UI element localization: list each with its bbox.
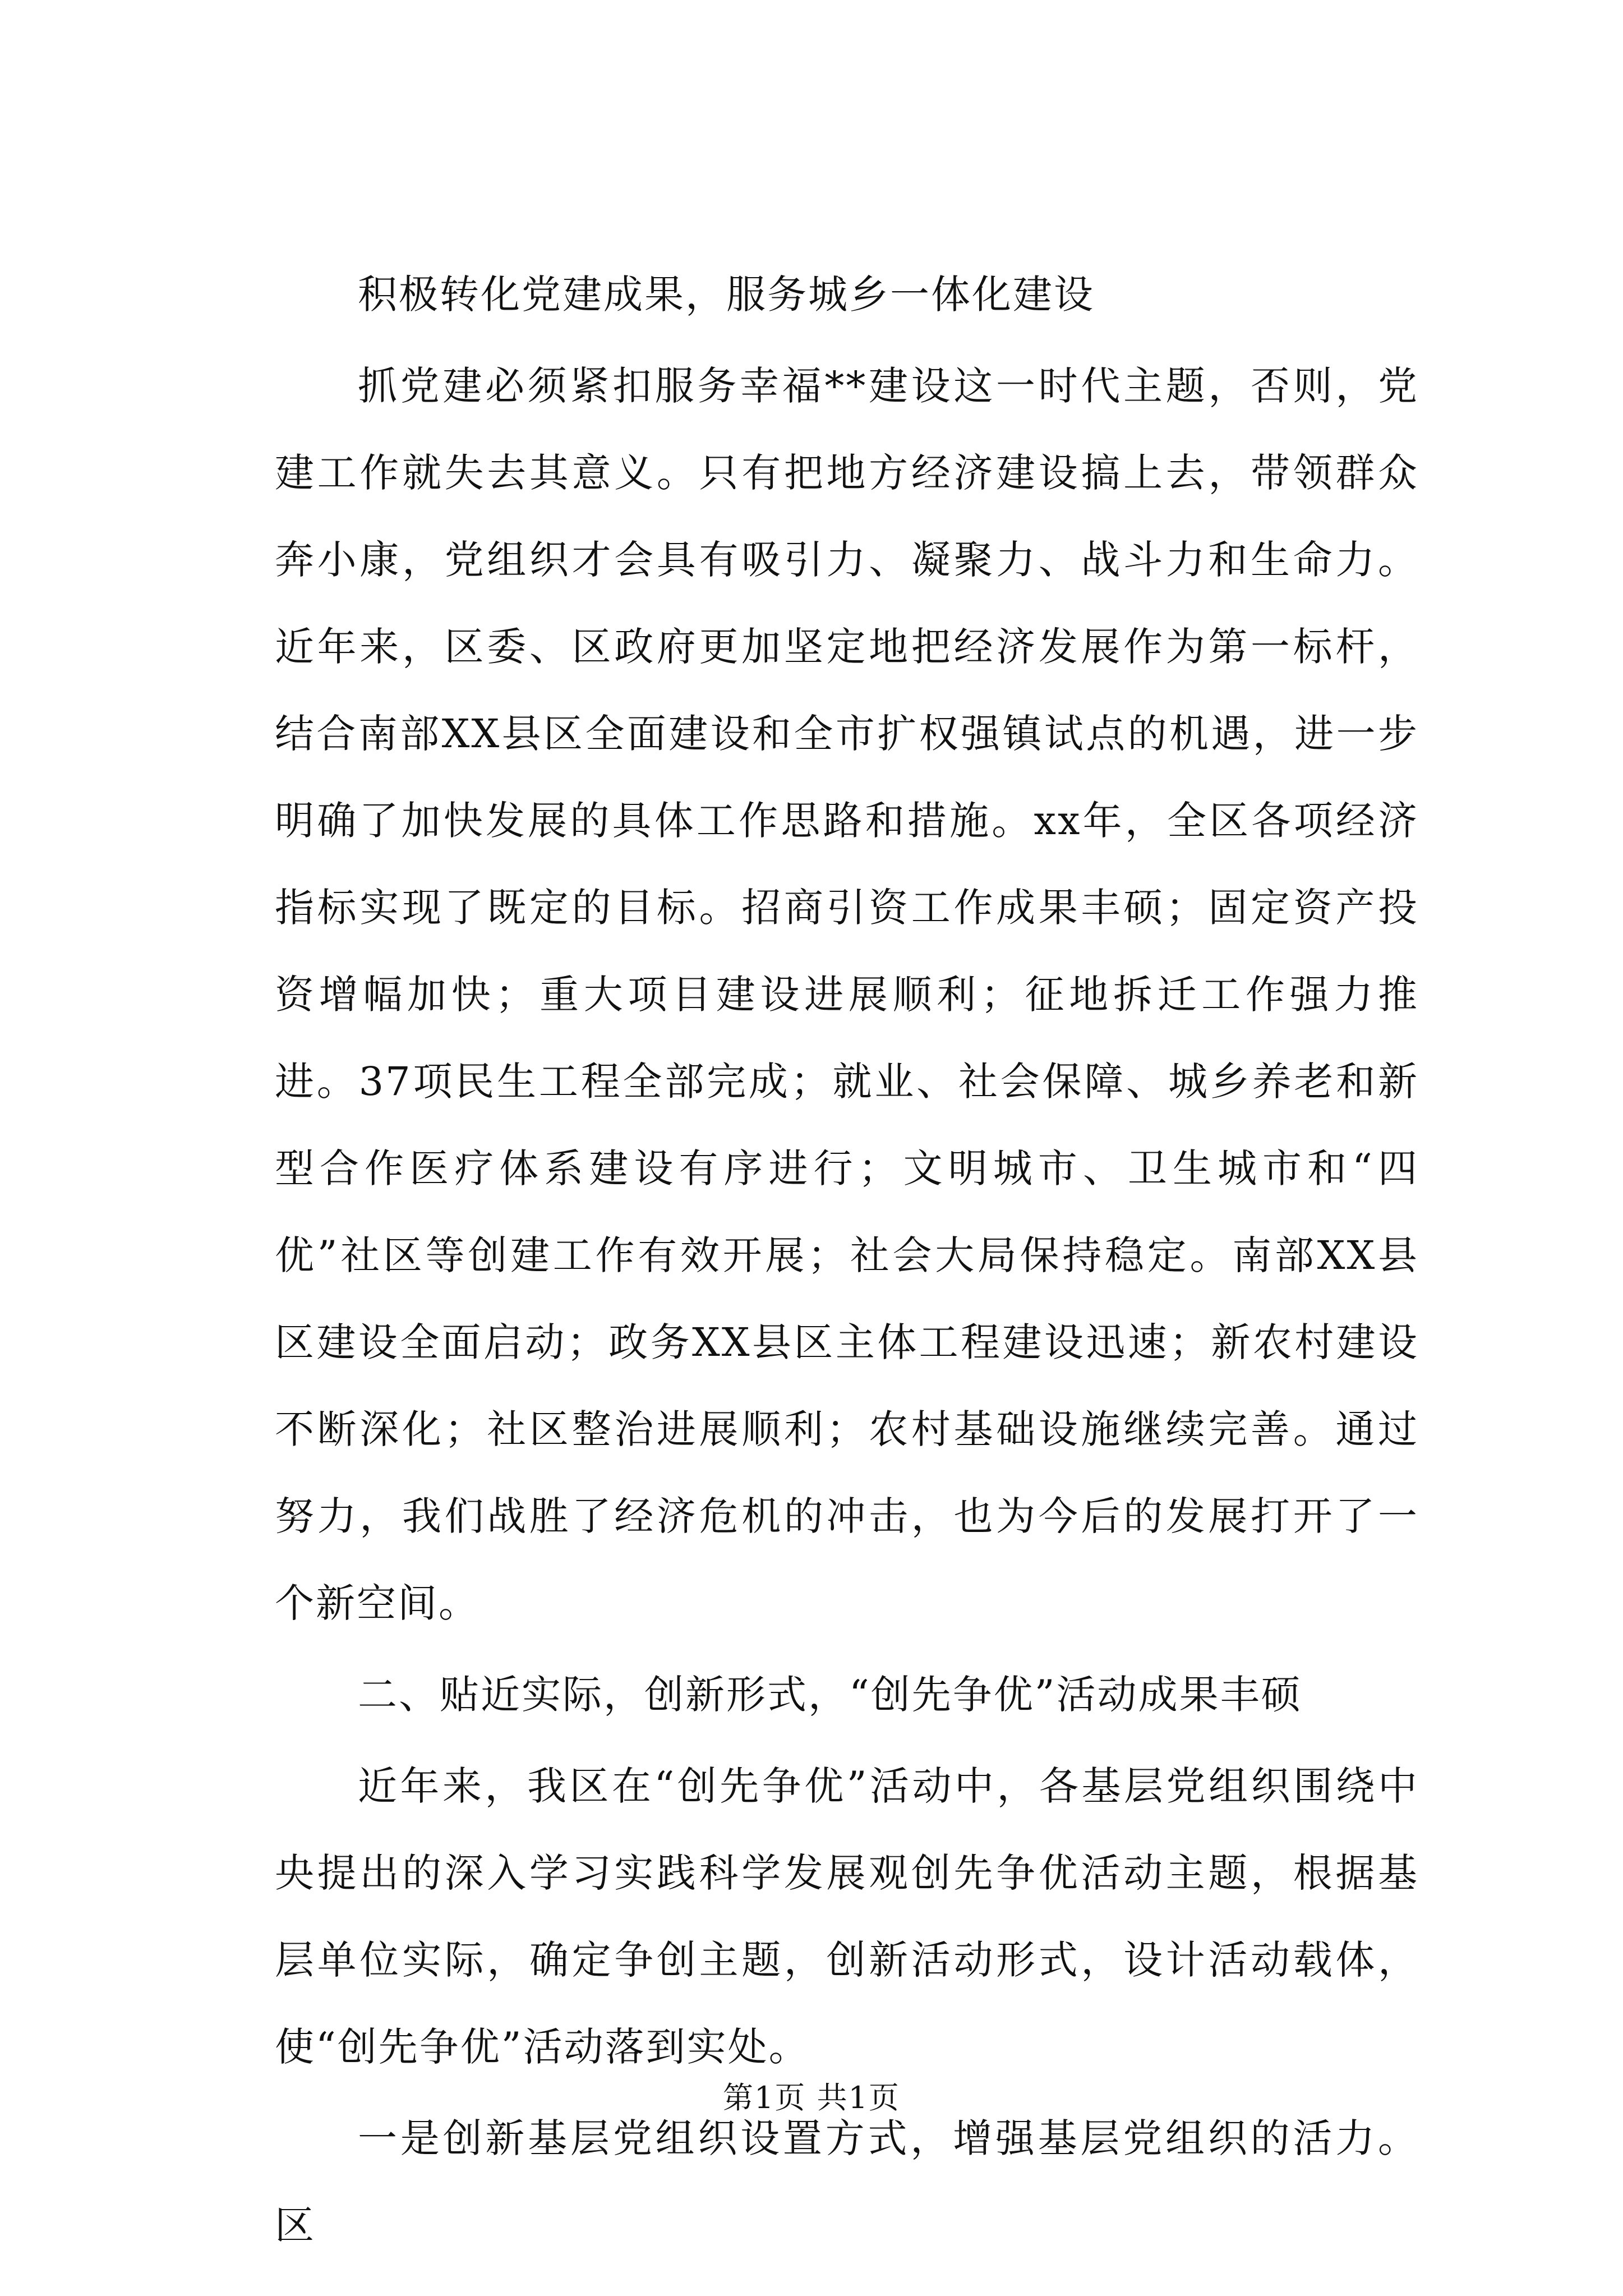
body-paragraph-2: 近年来，我区在“创先争优”活动中，各基层党组织围绕中央提出的深入学习实践科学发展观创先争优活动主题，根据基层单位实际，确定争创主题，创新活动形式，设计活动载体，使“创先争优”活动落到实处。	[275, 1763, 1419, 2070]
section-heading-1: 积极转化党建成果，服务城乡一体化建设	[358, 272, 1095, 318]
section-heading-2: 二、贴近实际，创新形式，“创先争优”活动成果丰硕	[358, 1672, 1302, 1718]
document-body	[275, 251, 1419, 2274]
body-paragraph-3: 一是创新基层党组织设置方式，增强基层党组织的活力。区	[275, 2115, 1419, 2248]
page-footer: 第1页 共1页	[723, 2080, 900, 2115]
body-paragraph-1: 抓党建必须紧扣服务幸福**建设这一时代主题，否则，党建工作就失去其意义。只有把地方经济建设搞上去，带领群众奔小康，党组织才会具有吸引力、凝聚力、战斗力和生命力。近年来，区委、区政府更加坚定地把经济发展作为第一标杆，结合南部XX县区全面建设和全市扩权强镇试点的机遇，进一步明确了加快发展的具体工作思路和措施。xx年，全区各项经济指标实现了既定的目标。招商引资工作成果丰硕；固定资产投资增幅加快；重大项目建设进展顺利；征地拆迁工作强力推进。37项民生工程全部完成；就业、社会保障、城乡养老和新型合作医疗体系建设有序进行；文明城市、卫生城市和“四优”社区等创建工作有效开展；社会大局保持稳定。南部XX县区建设全面启动；政务XX县区主体工程建设迅速；新农村建设不断深化；社区整治进展顺利；农村基础设施继续完善。通过努力，我们战胜了经济危机的冲击，也为今后的发展打开了一个新空间。	[275, 363, 1419, 1626]
